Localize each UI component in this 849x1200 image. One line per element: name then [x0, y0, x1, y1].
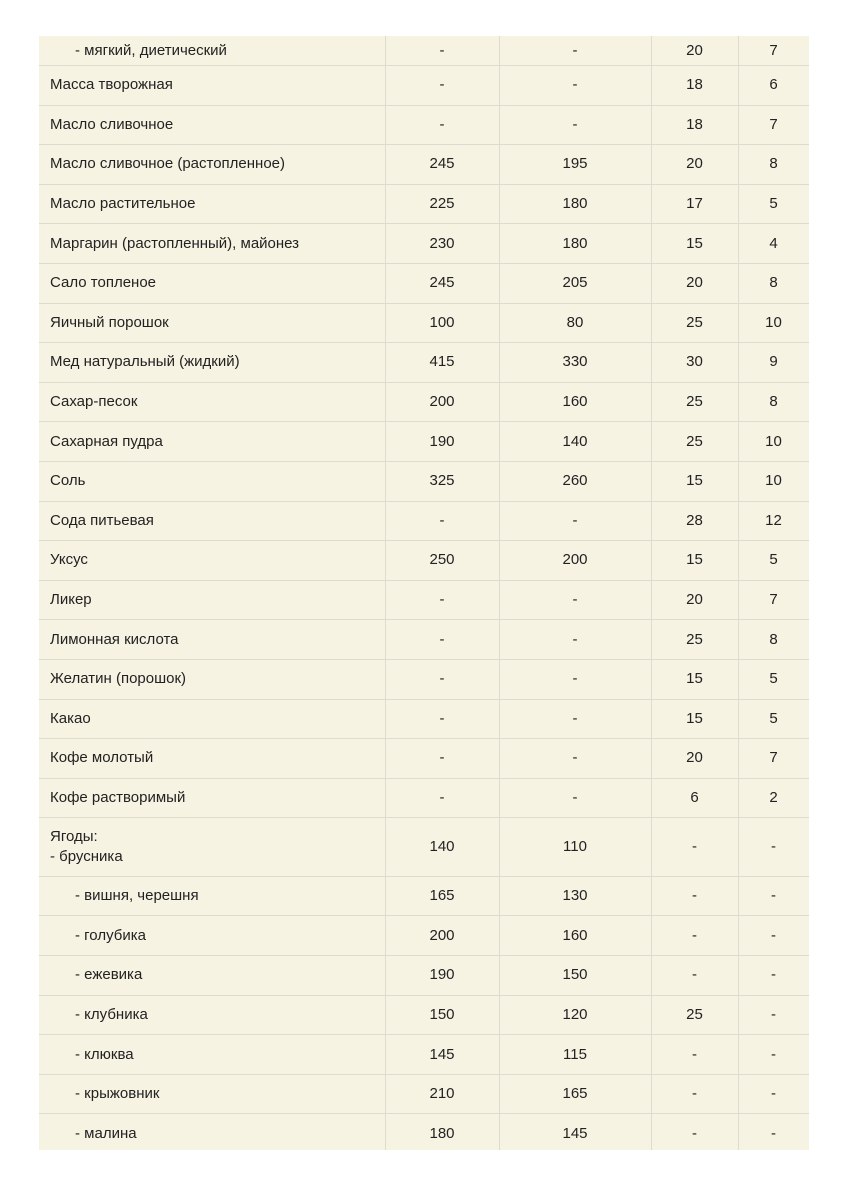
value-cell-col1: -: [385, 66, 499, 106]
value-cell-col1: 230: [385, 224, 499, 264]
value-cell-col2: 115: [499, 1035, 651, 1075]
table-row: [39, 263, 809, 303]
value-cell-col1: 250: [385, 541, 499, 581]
value-cell-col3: 20: [651, 739, 738, 779]
value-cell-col3: 15: [651, 461, 738, 501]
value-cell-col3: 25: [651, 382, 738, 422]
value-cell-col3: 15: [651, 699, 738, 739]
table-row: [39, 541, 809, 581]
value-cell-col1: -: [385, 739, 499, 779]
value-cell-col2: 165: [499, 1074, 651, 1114]
product-name-cell: - мягкий, диетический: [39, 36, 385, 66]
measures-table-page: [39, 36, 809, 1150]
value-cell-col1: 200: [385, 382, 499, 422]
value-cell-col3: 15: [651, 541, 738, 581]
value-cell-col4: 10: [738, 422, 809, 462]
value-cell-col1: 150: [385, 995, 499, 1035]
value-cell-col3: 25: [651, 303, 738, 343]
value-cell-col2: 200: [499, 541, 651, 581]
value-cell-col2: -: [499, 580, 651, 620]
value-cell-col1: 190: [385, 956, 499, 996]
value-cell-col2: -: [499, 778, 651, 818]
value-cell-col1: 210: [385, 1074, 499, 1114]
value-cell-col4: 2: [738, 778, 809, 818]
product-name-cell: - малина: [39, 1114, 385, 1150]
value-cell-col4: 7: [738, 36, 809, 66]
value-cell-col3: 15: [651, 659, 738, 699]
product-name-cell: Соль: [39, 461, 385, 501]
value-cell-col2: 130: [499, 876, 651, 916]
value-cell-col1: 100: [385, 303, 499, 343]
value-cell-col2: -: [499, 739, 651, 779]
table-row: [39, 36, 809, 66]
product-name-cell: - клубника: [39, 995, 385, 1035]
value-cell-col1: -: [385, 105, 499, 145]
value-cell-col3: -: [651, 876, 738, 916]
table-row: [39, 184, 809, 224]
value-cell-col4: 9: [738, 343, 809, 383]
table-row: [39, 66, 809, 106]
value-cell-col3: 15: [651, 224, 738, 264]
value-cell-col2: -: [499, 66, 651, 106]
value-cell-col4: 8: [738, 145, 809, 185]
value-cell-col2: 120: [499, 995, 651, 1035]
value-cell-col4: 10: [738, 303, 809, 343]
product-name-cell: Масло сливочное (растопленное): [39, 145, 385, 185]
value-cell-col3: 18: [651, 105, 738, 145]
value-cell-col2: 110: [499, 818, 651, 877]
value-cell-col3: 17: [651, 184, 738, 224]
product-name-cell: Сода питьевая: [39, 501, 385, 541]
table-row: [39, 105, 809, 145]
value-cell-col3: 20: [651, 263, 738, 303]
value-cell-col2: -: [499, 36, 651, 66]
value-cell-col4: -: [738, 956, 809, 996]
table-row: [39, 1114, 809, 1150]
table-row: [39, 916, 809, 956]
value-cell-col2: 205: [499, 263, 651, 303]
product-name-cell: Яичный порошок: [39, 303, 385, 343]
product-name-cell: - ежевика: [39, 956, 385, 996]
value-cell-col4: 5: [738, 184, 809, 224]
table-row: [39, 818, 809, 877]
value-cell-col4: -: [738, 1035, 809, 1075]
value-cell-col4: -: [738, 818, 809, 877]
value-cell-col1: 200: [385, 916, 499, 956]
value-cell-col1: -: [385, 620, 499, 660]
table-row: [39, 382, 809, 422]
value-cell-col1: -: [385, 36, 499, 66]
table-row: [39, 739, 809, 779]
value-cell-col1: 245: [385, 263, 499, 303]
table-row: [39, 303, 809, 343]
product-name-cell: Кофе растворимый: [39, 778, 385, 818]
table-row: [39, 699, 809, 739]
table-row: [39, 659, 809, 699]
table-row: [39, 422, 809, 462]
product-name-cell: Желатин (порошок): [39, 659, 385, 699]
value-cell-col1: 245: [385, 145, 499, 185]
value-cell-col4: -: [738, 916, 809, 956]
value-cell-col1: 145: [385, 1035, 499, 1075]
value-cell-col2: 260: [499, 461, 651, 501]
product-name-cell: Лимонная кислота: [39, 620, 385, 660]
value-cell-col4: 6: [738, 66, 809, 106]
value-cell-col2: 160: [499, 382, 651, 422]
value-cell-col2: -: [499, 501, 651, 541]
product-name-cell: Сало топленое: [39, 263, 385, 303]
value-cell-col4: 5: [738, 659, 809, 699]
value-cell-col3: -: [651, 1074, 738, 1114]
table-row: [39, 620, 809, 660]
table-row: [39, 1074, 809, 1114]
table-row: [39, 224, 809, 264]
value-cell-col2: 195: [499, 145, 651, 185]
value-cell-col1: -: [385, 580, 499, 620]
value-cell-col2: 80: [499, 303, 651, 343]
product-name-cell: Мед натуральный (жидкий): [39, 343, 385, 383]
value-cell-col1: -: [385, 699, 499, 739]
table-row: [39, 580, 809, 620]
table-row: [39, 995, 809, 1035]
value-cell-col3: 25: [651, 620, 738, 660]
table-row: [39, 343, 809, 383]
value-cell-col4: -: [738, 1114, 809, 1150]
value-cell-col2: 145: [499, 1114, 651, 1150]
value-cell-col1: 325: [385, 461, 499, 501]
value-cell-col2: 150: [499, 956, 651, 996]
value-cell-col3: 25: [651, 422, 738, 462]
value-cell-col2: 330: [499, 343, 651, 383]
value-cell-col3: 20: [651, 580, 738, 620]
value-cell-col4: 10: [738, 461, 809, 501]
value-cell-col2: 180: [499, 224, 651, 264]
value-cell-col3: 20: [651, 36, 738, 66]
product-name: Ягоды:: [50, 828, 98, 846]
value-cell-col1: 225: [385, 184, 499, 224]
value-cell-col1: 140: [385, 818, 499, 877]
value-cell-col4: 7: [738, 580, 809, 620]
value-cell-col4: 5: [738, 541, 809, 581]
value-cell-col1: -: [385, 778, 499, 818]
value-cell-col4: 5: [738, 699, 809, 739]
value-cell-col3: 6: [651, 778, 738, 818]
table-row: [39, 461, 809, 501]
value-cell-col3: 18: [651, 66, 738, 106]
product-name-cell: - вишня, черешня: [39, 876, 385, 916]
value-cell-col2: 160: [499, 916, 651, 956]
product-name-cell: - крыжовник: [39, 1074, 385, 1114]
value-cell-col4: 12: [738, 501, 809, 541]
value-cell-col3: -: [651, 1114, 738, 1150]
product-name-cell: Сахар-песок: [39, 382, 385, 422]
value-cell-col4: -: [738, 995, 809, 1035]
value-cell-col4: 8: [738, 620, 809, 660]
value-cell-col2: -: [499, 699, 651, 739]
value-cell-col3: -: [651, 1035, 738, 1075]
product-name-cell: Какао: [39, 699, 385, 739]
value-cell-col1: 190: [385, 422, 499, 462]
value-cell-col3: 20: [651, 145, 738, 185]
value-cell-col2: 180: [499, 184, 651, 224]
value-cell-col4: 8: [738, 382, 809, 422]
value-cell-col3: 30: [651, 343, 738, 383]
table-body: [39, 36, 809, 1150]
measures-table: [39, 36, 809, 1150]
table-row: [39, 501, 809, 541]
value-cell-col2: -: [499, 659, 651, 699]
value-cell-col3: 25: [651, 995, 738, 1035]
product-name-cell: Кофе молотый: [39, 739, 385, 779]
product-subname: - брусника: [50, 848, 123, 866]
product-name-cell: Масло сливочное: [39, 105, 385, 145]
value-cell-col4: 7: [738, 105, 809, 145]
product-name-cell: Сахарная пудра: [39, 422, 385, 462]
value-cell-col1: -: [385, 659, 499, 699]
table-row: [39, 145, 809, 185]
product-name-cell: Масса творожная: [39, 66, 385, 106]
value-cell-col4: -: [738, 1074, 809, 1114]
value-cell-col3: -: [651, 916, 738, 956]
product-name-cell: Маргарин (растопленный), майонез: [39, 224, 385, 264]
value-cell-col1: 165: [385, 876, 499, 916]
value-cell-col1: 415: [385, 343, 499, 383]
product-name-cell: Масло растительное: [39, 184, 385, 224]
value-cell-col4: 7: [738, 739, 809, 779]
product-name-cell: - клюква: [39, 1035, 385, 1075]
product-name-cell: Уксус: [39, 541, 385, 581]
value-cell-col4: 8: [738, 263, 809, 303]
value-cell-col1: -: [385, 501, 499, 541]
product-name-cell: [39, 818, 385, 877]
value-cell-col4: -: [738, 876, 809, 916]
value-cell-col2: -: [499, 620, 651, 660]
table-row: [39, 876, 809, 916]
table-row: [39, 956, 809, 996]
value-cell-col3: -: [651, 956, 738, 996]
table-row: [39, 778, 809, 818]
value-cell-col4: 4: [738, 224, 809, 264]
value-cell-col3: 28: [651, 501, 738, 541]
value-cell-col3: -: [651, 818, 738, 877]
value-cell-col2: 140: [499, 422, 651, 462]
product-name-cell: Ликер: [39, 580, 385, 620]
value-cell-col2: -: [499, 105, 651, 145]
table-row: [39, 1035, 809, 1075]
value-cell-col1: 180: [385, 1114, 499, 1150]
product-name-cell: - голубика: [39, 916, 385, 956]
